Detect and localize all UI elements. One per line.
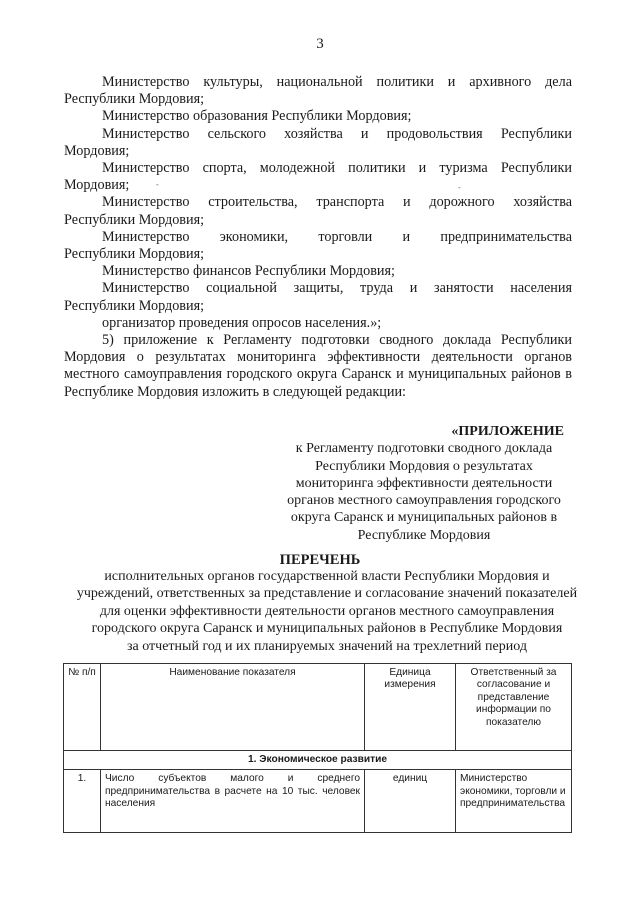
table-header-row (64, 664, 572, 751)
appendix-line: округа Саранск и муниципальных районов в (290, 510, 558, 526)
document-body (64, 74, 572, 401)
paragraph-5: 5) приложение к Регламенту подготовки сводного доклада Республики Мордовия о результатах мониторинга эффективности деятельности органов местного самоуправления городского округа Саранск и муниципальных районов в Республике Мордовия изложить в следующей редакции: (64, 332, 572, 400)
body-line: Министерство экономики, торговли и предпринимательства (102, 228, 572, 245)
appendix-heading (276, 423, 572, 544)
body-line: Республики Мордовия; (64, 211, 205, 228)
cell-responsible: Министерство экономики, торговли и предпринимательства (456, 770, 572, 833)
appendix-line: мониторинга эффективности деятельности (295, 475, 553, 491)
body-line: Министерство образования Республики Мордовия; (102, 108, 412, 125)
appendix-line: к Регламенту подготовки сводного доклада (295, 441, 553, 457)
table-row (64, 770, 572, 833)
header-number: № п/п (64, 664, 101, 751)
cell-number: 1. (64, 770, 101, 833)
list-subtitle-line: исполнительных органов государственной власти Республики Мордовия и (104, 569, 550, 584)
header-unit: Единица измерения (365, 664, 456, 751)
body-line: Республики Мордовия; (64, 246, 205, 263)
page-number: 3 (316, 36, 324, 52)
body-line: Мордовия; (64, 177, 130, 194)
body-line: Республики Мордовия; (64, 91, 205, 108)
body-line: организатор проведения опросов населения.»; (102, 314, 382, 331)
body-line: Министерство спорта, молодежной политики и туризма Республики (102, 160, 572, 177)
list-subtitle-line: за отчетный год и их планируемых значений на трехлетний период (127, 638, 527, 654)
scan-speck: ‑ (458, 183, 461, 192)
body-line: Министерство социальной защиты, труда и занятости населения (102, 280, 572, 297)
body-line: Министерство строительства, транспорта и дорожного хозяйства (102, 194, 572, 211)
body-line: Республики Мордовия; (64, 297, 205, 314)
appendix-title: «ПРИЛОЖЕНИЕ (451, 424, 564, 439)
body-line: Министерство финансов Республики Мордовия; (102, 263, 395, 280)
body-line: Министерство культуры, национальной политики и архивного дела (102, 74, 572, 90)
list-title: ПЕРЕЧЕНЬ (279, 552, 361, 568)
table-section-row (64, 751, 572, 770)
responsibility-table (63, 663, 572, 833)
list-subtitle-line: городского округа Саранск и муниципальных районов в Республике Мордовия (91, 621, 563, 637)
appendix-line: органов местного самоуправления городского (287, 493, 561, 509)
body-line: Мордовия; (64, 142, 130, 159)
header-responsible: Ответственный за согласование и представление информации по показателю (456, 664, 572, 751)
appendix-line: Республике Мордовия (357, 527, 491, 543)
cell-unit: единиц (365, 770, 456, 833)
scan-speck: ˆ (156, 183, 159, 192)
list-subtitle (74, 568, 580, 655)
list-subtitle-line: учреждений, ответственных за представление и согласование значений показателей (76, 586, 578, 602)
header-indicator-name: Наименование показателя (101, 664, 365, 751)
list-subtitle-line: для оценки эффективности деятельности органов местного самоуправления (99, 603, 555, 619)
section-title: 1. Экономическое развитие (64, 751, 572, 770)
body-line: Министерство сельского хозяйства и продовольствия Республики (102, 125, 572, 142)
appendix-line: Республики Мордовия о результатах (315, 458, 533, 474)
cell-indicator-name: Число субъектов малого и среднего предпринимательства в расчете на 10 тыс. человек населения (101, 770, 365, 833)
